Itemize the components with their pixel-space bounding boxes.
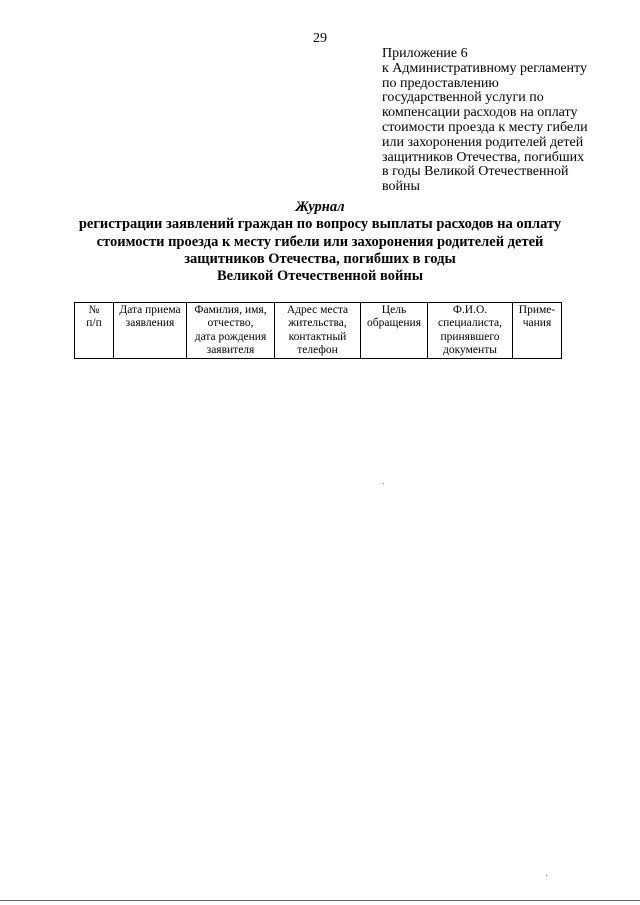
page-number: 29 (313, 31, 327, 46)
header-applicant-name: Фамилия, имя, отчество, дата рождения заявителя (187, 303, 275, 359)
title-line: стоимости проезда к месту гибели или захоронения родителей детей (96, 233, 544, 250)
appendix-line: или захоронения родителей детей (382, 134, 584, 150)
scan-speck (546, 875, 547, 876)
appendix-line: в годы Великой Отечественной (382, 164, 569, 180)
scan-edge-line (0, 900, 640, 901)
title-line: Великой Отечественной войны (216, 268, 424, 285)
appendix-line: Приложение 6 (382, 46, 468, 61)
header-number: № п/п (75, 303, 114, 359)
appendix-note (382, 47, 614, 195)
appendix-line: по предоставлению (382, 75, 499, 91)
header-date-received: Дата приема заявления (114, 303, 187, 359)
title-main: Журнал (295, 199, 345, 215)
header-address-phone: Адрес места жительства, контактный телефон (275, 303, 361, 359)
appendix-line: к Административному регламенту (382, 60, 587, 76)
scan-speck (383, 483, 384, 484)
header-purpose: Цель обращения (361, 303, 428, 359)
header-notes: Приме- чания (513, 303, 562, 359)
appendix-line: стоимости проезда к месту гибели (382, 119, 588, 135)
title-line: защитников Отечества, погибших в годы (184, 250, 456, 267)
appendix-line: войны (382, 179, 420, 195)
journal-table (74, 302, 562, 359)
title-line: регистрации заявлений граждан по вопросу выплаты расходов на оплату (78, 216, 562, 233)
header-specialist: Ф.И.О. специалиста, принявшего документы (428, 303, 513, 359)
appendix-line: защитников Отечества, погибших (382, 149, 585, 165)
appendix-line: компенсации расходов на оплату (382, 105, 578, 121)
appendix-line: государственной услуги по (382, 90, 544, 106)
table-header-row (75, 303, 562, 359)
document-title (40, 199, 600, 285)
